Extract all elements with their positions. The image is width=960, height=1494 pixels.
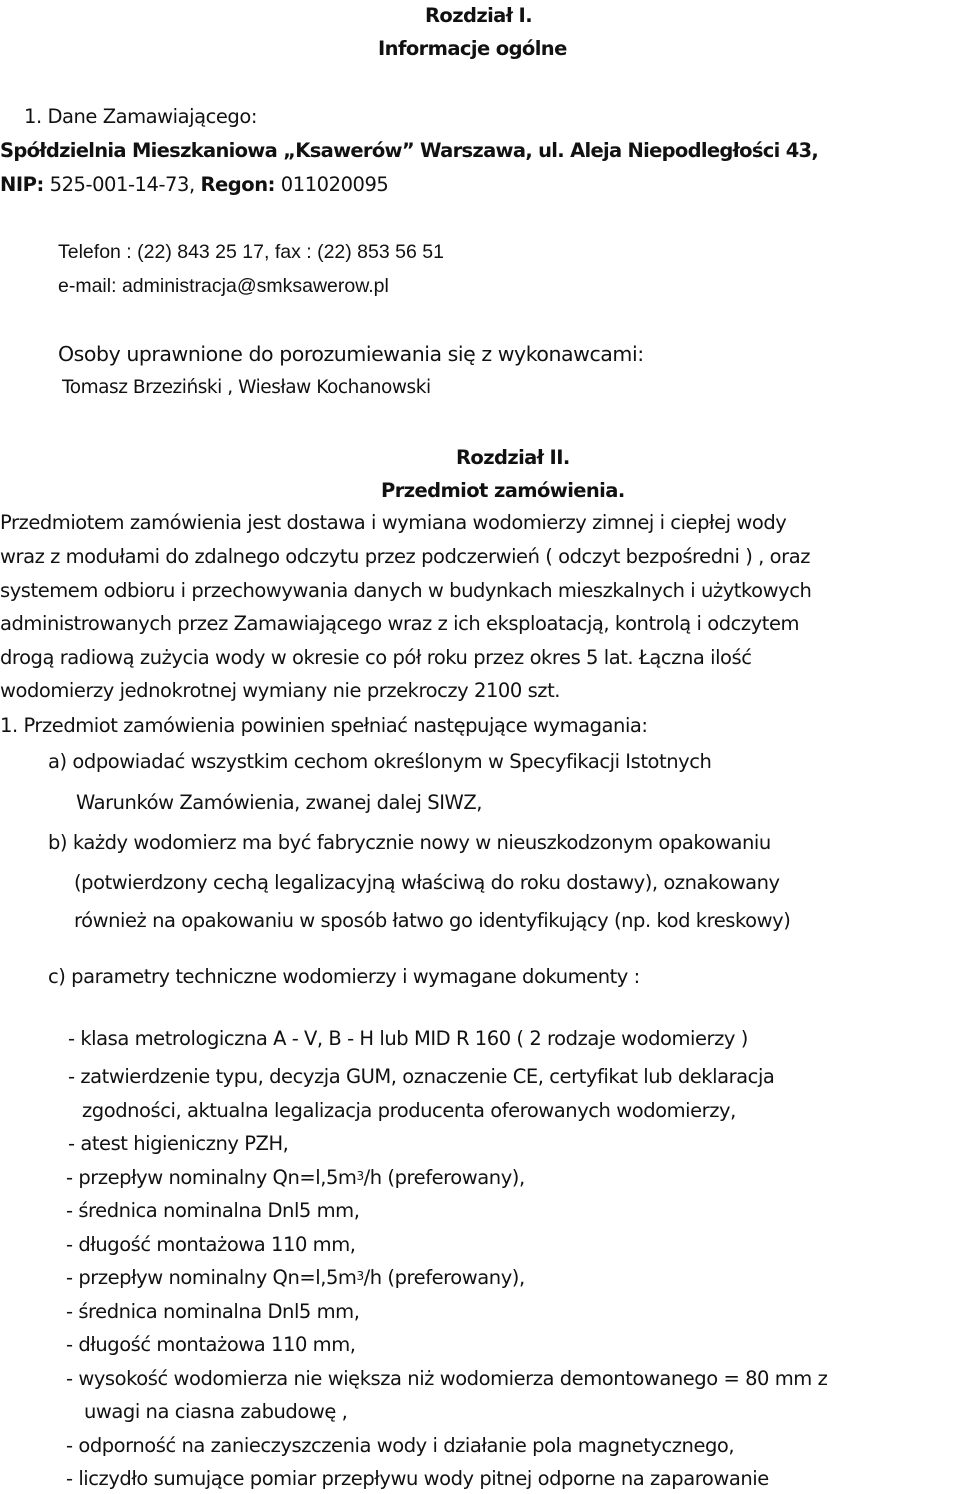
item-a-line-2: Warunków Zamówienia, zwanej dalej SIWZ, xyxy=(76,791,482,814)
nip-value: 525-001-14-73, xyxy=(49,173,195,196)
flow-text: - przepływ nominalny Qn=l,5m xyxy=(66,1166,357,1189)
list-item: - atest higieniczny PZH, xyxy=(68,1132,289,1155)
organization-line: Spółdzielnia Mieszkaniowa „Ksawerów” Warszawa, ul. Aleja Niepodległości 43, xyxy=(0,139,819,162)
paragraph-line: administrowanych przez Zamawiającego wraz z ich eksploatacją, kontrolą i odczytem xyxy=(0,612,800,635)
email-line xyxy=(58,273,389,299)
item-b-line-3: również na opakowaniu w sposób łatwo go identyfikujący (np. kod kreskowy) xyxy=(74,909,791,932)
list-item: - średnica nominalna Dnl5 mm, xyxy=(66,1199,360,1222)
contacts-names: Tomasz Brzeziński , Wiesław Kochanowski xyxy=(62,377,431,398)
email-label: e-mail: xyxy=(58,275,117,297)
list-item: - średnica nominalna Dnl5 mm, xyxy=(66,1300,360,1323)
regon-label: Regon: xyxy=(200,173,276,196)
item-b-line-2: (potwierdzony cechą legalizacyjną właściwą do roku dostawy), oznakowany xyxy=(74,871,780,894)
flow-unit: /h (preferowany), xyxy=(363,1266,525,1289)
chapter-1-subtitle: Informacje ogólne xyxy=(378,37,567,60)
flow-text: - przepływ nominalny Qn=l,5m xyxy=(66,1266,357,1289)
list-item xyxy=(66,1165,525,1191)
list-item: - długość montażowa 110 mm, xyxy=(66,1233,356,1256)
list-item: - długość montażowa 110 mm, xyxy=(66,1333,356,1356)
list-item-continuation: zgodności, aktualna legalizacja producenta oferowanych wodomierzy, xyxy=(82,1099,736,1122)
paragraph-line: drogą radiową zużycia wody w okresie co pół roku przez okres 5 lat. Łączna ilość xyxy=(0,646,752,669)
email-value: administracja@smksawerow.pl xyxy=(121,275,389,297)
chapter-1-title: Rozdział I. xyxy=(425,4,533,27)
paragraph-line: systemem odbioru i przechowywania danych w budynkach mieszkalnych i użytkowych xyxy=(0,579,812,602)
item-a-line-1: a) odpowiadać wszystkim cechom określonym w Specyfikacji Istotnych xyxy=(48,750,712,773)
list-item xyxy=(66,1265,525,1291)
superscript: 3 xyxy=(356,1169,364,1183)
contacts-heading: Osoby uprawnione do porozumiewania się z wykonawcami: xyxy=(58,342,644,366)
list-item: - wysokość wodomierza nie większa niż wodomierza demontowanego = 80 mm z xyxy=(66,1367,828,1390)
phone-fax-line: Telefon : (22) 843 25 17, fax : (22) 853 56 51 xyxy=(58,241,444,263)
nip-regon-line xyxy=(0,172,388,198)
superscript: 3 xyxy=(356,1269,364,1283)
list-item: - zatwierdzenie typu, decyzja GUM, oznaczenie CE, certyfikat lub deklaracja xyxy=(68,1065,775,1088)
flow-unit: /h (preferowany), xyxy=(363,1166,525,1189)
list-item: - odporność na zanieczyszczenia wody i działanie pola magnetycznego, xyxy=(66,1434,735,1457)
item-c-heading: c) parametry techniczne wodomierzy i wymagane dokumenty : xyxy=(48,965,640,988)
chapter-2-title: Rozdział II. xyxy=(456,446,570,469)
list-item-continuation: uwagi na ciasna zabudowę , xyxy=(84,1400,348,1423)
nip-label: NIP: xyxy=(0,173,44,196)
paragraph-line: Przedmiotem zamówienia jest dostawa i wymiana wodomierzy zimnej i ciepłej wody xyxy=(0,511,787,534)
list-item: - liczydło sumujące pomiar przepływu wody pitnej odporne na zaparowanie xyxy=(66,1467,769,1490)
requirements-heading: 1. Przedmiot zamówienia powinien spełniać następujące wymagania: xyxy=(0,714,648,737)
section-1-heading: 1. Dane Zamawiającego: xyxy=(24,105,257,128)
item-b-line-1: b) każdy wodomierz ma być fabrycznie nowy w nieuszkodzonym opakowaniu xyxy=(48,831,771,854)
paragraph-line: wraz z modułami do zdalnego odczytu przez podczerwień ( odczyt bezpośredni ) , oraz xyxy=(0,545,811,568)
regon-value: 011020095 xyxy=(280,173,389,196)
chapter-2-subtitle: Przedmiot zamówienia. xyxy=(381,479,625,502)
paragraph-line: wodomierzy jednokrotnej wymiany nie przekroczy 2100 szt. xyxy=(0,679,561,702)
list-item: - klasa metrologiczna A - V, B - H lub MID R 160 ( 2 rodzaje wodomierzy ) xyxy=(68,1027,748,1050)
